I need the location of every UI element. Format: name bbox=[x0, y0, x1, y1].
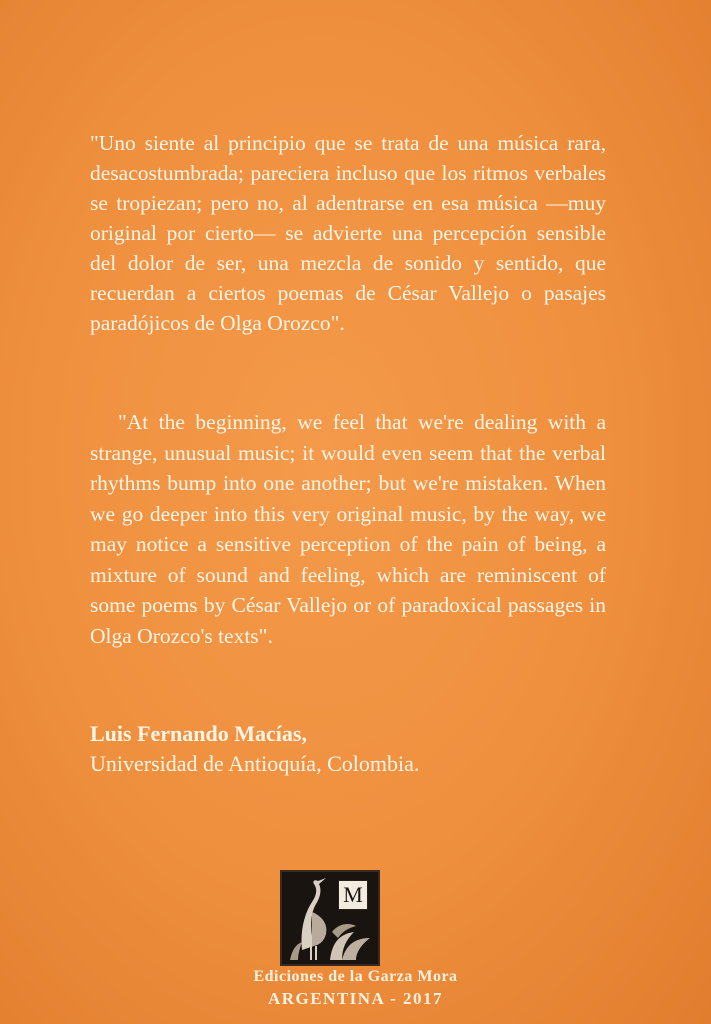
author-block bbox=[90, 719, 610, 779]
english-quote: "At the beginning, we feel that we're dealing with a strange, unusual music; it would even seem that the verbal rhythms bump into one another; but we're mistaken. When we go deeper into this very original music, by the way, we may notice a sensitive perception of the pain of being, a mixture of sound and feeling, which are reminiscent of some poems by César Vallejo or of paradoxical passages in Olga Orozco's texts". bbox=[90, 410, 606, 648]
logo-letter-box: M bbox=[338, 880, 368, 910]
publisher-country-year: ARGENTINA - 2017 bbox=[267, 989, 444, 1008]
spanish-quote: "Uno siente al principio que se trata de una música rara, desacostumbrada; pareciera incluso que los ritmos verbales se tropiezan; pero no, al adentrarse en esa música —muy original por cierto— se advierte una percepción sensible del dolor de ser, una mezcla de sonido y sentido, que recuerdan a ciertos poemas de César Vallejo o pasajes paradójicos de Olga Orozco". bbox=[90, 131, 606, 335]
publisher-name: Ediciones de la Garza Mora bbox=[253, 968, 458, 985]
publisher-info bbox=[0, 966, 711, 1010]
author-name: Luis Fernando Macías, bbox=[90, 721, 307, 746]
author-affiliation: Universidad de Antioquía, Colombia. bbox=[90, 751, 420, 776]
publisher-logo bbox=[280, 870, 380, 966]
